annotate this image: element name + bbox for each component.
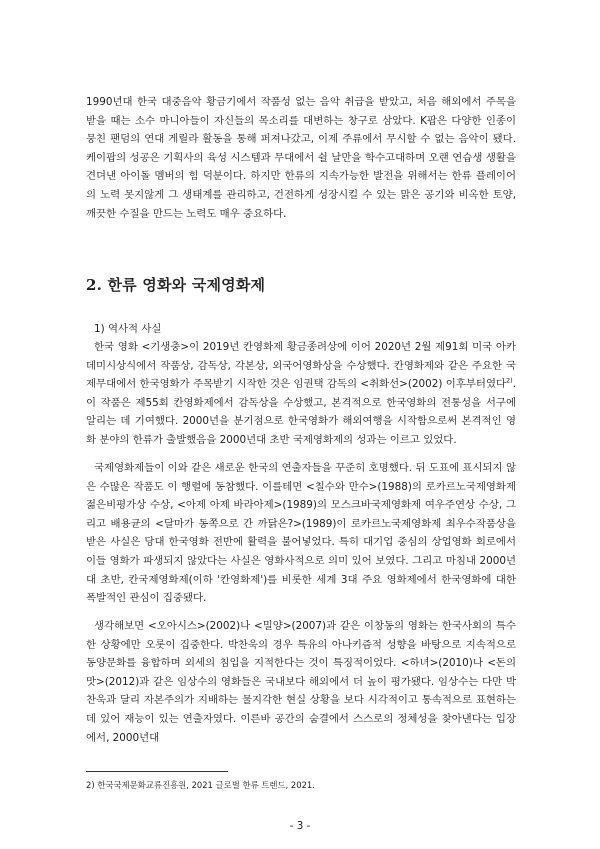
footnote-divider bbox=[86, 771, 228, 772]
footnote-ref: 2) bbox=[506, 376, 513, 385]
intro-paragraph: 1990년대 한국 대중음악 황금기에서 작품성 없는 음악 취급을 받았고, 처음 해외에서 주목을 받을 때는 소수 마니아들이 자신들의 목소리를 대변하는 창구로 삼았다. K팝은 다양한 인종이 뭉친 팬덤의 연대 게릴라 활동을 통해 퍼져나갔고, 이제 주류에서 무시할 수 없는 음악이 됐다. 케이팝의 성공은 기획사의 육성 시스템과 무대에서 쉴 날만을 학수고대하며 오랜 연습생 생활을 견뎌낸 아이돌 멤버의 힘 덕분이다. 하지만 한류의 지속가능한 발전을 위해서는 한류 플레이어의 노력 못지않게 그 생태계를 관리하고, 건전하게 성장시킬 수 있는 맑은 공기와 비옥한 토양, 깨끗한 수질을 만드는 노력도 매우 중요하다. bbox=[86, 96, 516, 220]
page-number: - 3 - bbox=[289, 820, 311, 832]
section-heading: 2. 한류 영화와 국제영화제 bbox=[86, 276, 266, 294]
body-paragraph-1 bbox=[86, 338, 516, 450]
subsection-heading: 1) 역사적 사실 bbox=[94, 323, 162, 335]
footnote: 2) 한국국제문화교류진흥원, 2021 글로벌 한류 트렌드, 2021. bbox=[86, 780, 315, 790]
body-paragraph-2: 국제영화제들이 이와 같은 새로운 한국의 연출자들을 꾸준히 호명했다. 뒤 도표에 표시되지 않은 수많은 작품도 이 행렬에 동참했다. 이를테면 <칠수와 만수>(1988)의 로카르노국제영화제 젊은비평가상 수상, <아제 아제 바라아제>(1989)의 모스크바국제영화제 여우주연상 수상, 그리고 배용균의 <달마가 동쪽으로 간 까닭은?>(1989)이 로카르노국제영화제 최우수작품상을 받은 사실은 당대 한국영화 전반에 활력을 불어넣었다. 특히 대기업 중심의 상업영화 회로에서 이들 영화가 파생되지 않았다는 사실은 영화사적으로 의미 있어 보였다. 그리고 마침내 2000년대 초반, 칸국제영화제(이하 '칸영화제')를 비롯한 세계 3대 주요 영화제에서 한국영화에 대한 폭발적인 관심이 집중됐다. bbox=[86, 462, 516, 605]
body-paragraph-3: 생각해보면 <오아시스>(2002)나 <밀양>(2007)과 같은 이창동의 영화는 한국사회의 특수한 상황에만 오롯이 집중한다. 박찬욱의 경우 특유의 아나키즘적 성향을 바탕으로 지속적으로 동양문화를 융합하며 외세의 침입을 지적한다는 것이 특징적이었다. <하녀>(2010)나 <돈의 맛>(2012)과 같은 임상수의 영화들은 국내보다 해외에서 더 높이 평가됐다. 임상수는 다만 박찬욱과 달리 자본주의가 지배하는 물지각한 현실 상황을 보다 시각적이고 통속적으로 표현하는 데 있어 재능이 있는 연출자였다. 이른바 공간의 숨결에서 스스로의 정체성을 찾아낸다는 입장에서, 2000년대 bbox=[86, 620, 516, 744]
paragraph-1-text: 한국 영화 <기생충>이 2019년 칸영화제 황금종려상에 이어 2020년 2월 제91회 미국 아카데미시상식에서 작품상, 감독상, 각본상, 외국어영화상을 수상했다. 칸영화제와 같은 주요한 국제무대에서 한국영화가 주목받기 시작한 것은 임권택 감독의 <취화선>(2002) 이후부터였다 bbox=[86, 341, 516, 391]
paragraph-1-text-cont: . 이 작품은 제55회 칸영화제에서 감독상을 수상했고, 본격적으로 한국영화의 전통성을 서구에 알리는 데 기여했다. 2000년을 분기점으로 한국영화가 해외여행을 시작함으로써 본격적인 영화 분야의 한류가 출발했음을 2000년대 초반 국제영화제의 성과는 이르고 있었다. bbox=[86, 378, 516, 446]
